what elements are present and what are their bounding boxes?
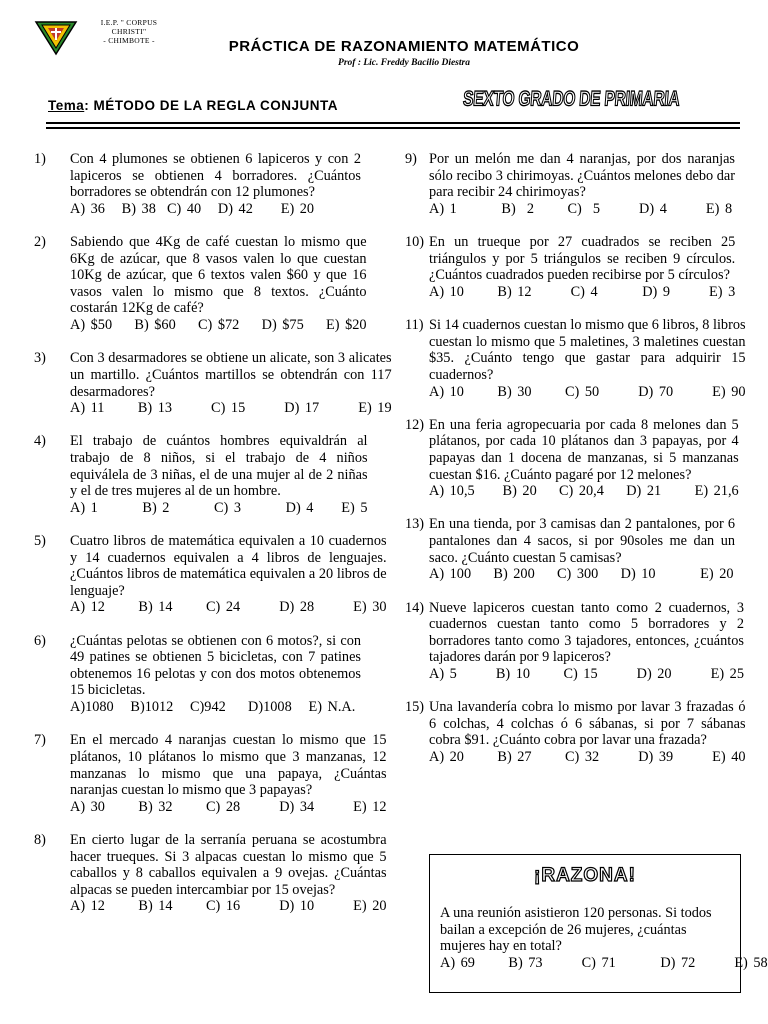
question-body <box>429 699 746 765</box>
school-name-line2: - CHIMBOTE - <box>103 36 155 45</box>
question-text: En una feria agropecuaria por cada 8 melones dan 5 plátanos, por cada 10 plátanos dan 3 papayas, por 4 papayas dan 1 docena de manzanas, si 5 manzanas cuestan $16. ¿Cuánto pagaré por 12 melones? <box>429 416 739 483</box>
razona-box <box>429 854 768 993</box>
question-text: En cierto lugar de la serranía peruana se acostumbra hacer trueques. Si 3 alpacas cuestan lo mismo que 5 caballos y 8 caballos equivalen a 9 ovejas. ¿Cuántas alpacas se pueden intercambiar por 15 ovejas? <box>70 832 387 898</box>
question-number: 13) <box>405 516 425 533</box>
question-body <box>70 234 367 334</box>
question-body <box>70 533 387 616</box>
topic-value: : MÉTODO DE LA REGLA CONJUNTA <box>84 98 339 113</box>
header-divider <box>46 122 740 124</box>
question-text: El trabajo de cuántos hombres equivaldrán al trabajo de 8 niños, si el trabajo de 4 niños equiválela de 3 niñas, el de una mujer al de 2 niñas y el de tres mujeres al de un hombre. <box>70 433 368 500</box>
question-body <box>70 433 368 516</box>
school-name-line1: I.E.P. " CORPUS CHRISTI" <box>100 18 158 36</box>
question-item <box>405 516 735 582</box>
topic-line <box>48 98 338 113</box>
question-item <box>34 633 361 716</box>
question-number: 2) <box>34 234 46 251</box>
question-number: 10) <box>405 234 425 251</box>
answer-options: A) 12 B) 14 C) 24 D) 28 E) 30 <box>70 599 387 616</box>
answer-options: A) 5 B) 10 C) 15 D) 20 E) 25 <box>429 665 744 682</box>
question-text: Cuatro libros de matemática equivalen a 10 cuadernos y 14 cuadernos equivalen a 4 libros de lenguajes. ¿Cuántos libros de matemática equivalen a 20 libros de lenguaje? <box>70 533 387 599</box>
question-text: ¿Cuántas pelotas se obtienen con 6 motos?, si con 49 patines se obtienen 5 bicicletas, con 7 patines obtenemos 16 pelotas y con dos motos obtenemos 15 bicicletas. <box>70 632 361 699</box>
question-number: 5) <box>34 533 46 550</box>
question-text: Por un melón me dan 4 naranjas, por dos naranjas sólo recibo 3 chirimoyas. ¿Cuántos melones debo dar para recibir 24 chirimoyas? <box>429 151 735 201</box>
answer-options: A) 1 B) 2 C) 5 D) 4 E) 8 <box>429 200 733 217</box>
razona-problem <box>440 905 768 971</box>
question-body <box>429 317 746 400</box>
answer-options: A) $50 B) $60 C) $72 D) $75 E) $20 <box>70 317 367 334</box>
answer-options: A) 11 B) 13 C) 15 D) 17 E) 19 <box>70 400 392 417</box>
question-body <box>70 350 392 416</box>
question-number: 9) <box>405 151 417 167</box>
question-text: Si 14 cuadernos cuestan lo mismo que 6 libros, 8 libros cuestan lo mismo que 5 maletines, 3 maletines cuestan $35. ¿Cuánto tengo que gastar para adquirir 15 cuadernos? <box>429 317 746 383</box>
question-text: En un trueque por 27 cuadrados se reciben 25 triángulos y por 5 triángulos se reciben 9 círculos. ¿Cuántos cuadrados pueden recibirse por 5 círculos? <box>429 234 736 284</box>
question-item <box>405 234 735 300</box>
question-item <box>34 832 387 915</box>
question-body <box>429 417 739 500</box>
question-number: 1) <box>34 151 46 167</box>
question-body <box>429 234 735 300</box>
question-item <box>34 433 368 516</box>
teacher-name: Prof : Lic. Freddy Bacilio Diestra <box>338 58 470 68</box>
right-question-column <box>405 151 746 782</box>
question-body <box>70 732 387 815</box>
answer-options: A) 1 B) 2 C) 3 D) 4 E) 5 <box>70 499 368 516</box>
question-text: En el mercado 4 naranjas cuestan lo mismo que 15 plátanos, 10 plátanos lo mismo que 3 manzanas, 12 manzanas lo mismo que una papaya, ¿Cuántas naranjas cuestan lo mismo que 3 papayas? <box>70 732 387 799</box>
question-text: Con 4 plumones se obtienen 6 lapiceros y con 2 lapiceros se obtienen 4 borradores. ¿Cuántos borradores se obtendrán con 12 plumones? <box>70 151 361 201</box>
question-body <box>429 600 744 683</box>
answer-options: A) 10 B) 12 C) 4 D) 9 E) 3 <box>429 283 736 300</box>
question-item <box>405 599 744 683</box>
question-item <box>405 416 739 500</box>
question-item <box>405 317 746 400</box>
answer-options: A) 10,5 B) 20 C) 20,4 D) 21 E) 21,6 <box>429 483 739 500</box>
page-title: PRÁCTICA DE RAZONAMIENTO MATEMÁTICO <box>228 38 580 55</box>
question-body <box>429 151 735 217</box>
question-number: 3) <box>34 350 46 367</box>
question-text: En una tienda, por 3 camisas dan 2 pantalones, por 6 pantalones dan 4 sacos, si por 90soles me dan un saco. ¿Cuánto cuestan 5 camisas? <box>429 516 735 566</box>
question-number: 12) <box>405 416 425 433</box>
question-body <box>70 633 361 716</box>
question-item <box>34 151 361 217</box>
question-number: 15) <box>405 699 425 716</box>
header-divider-second <box>46 127 740 129</box>
left-question-column <box>34 151 392 932</box>
question-body <box>70 151 361 217</box>
question-item <box>405 699 746 765</box>
question-item <box>34 350 392 417</box>
razona-heading: ¡RAZONA! <box>534 865 636 886</box>
answer-options: A) 100 B) 200 C) 300 D) 10 E) 20 <box>429 566 734 583</box>
question-number: 7) <box>34 732 46 749</box>
question-number: 11) <box>405 317 424 334</box>
question-number: 6) <box>34 632 46 649</box>
question-number: 8) <box>34 832 46 848</box>
razona-text: A una reunión asistieron 120 personas. Si todos bailan a excepción de 26 mujeres, ¿cuántas mujeres hay en total? <box>440 905 712 955</box>
question-item <box>405 151 735 217</box>
question-number: 14) <box>405 599 425 616</box>
question-body <box>429 516 735 582</box>
question-text: Sabiendo que 4Kg de café cuestan lo mismo que 6Kg de azúcar, que 8 vasos valen lo que cuestan 10Kg de azúcar, que 6 textos valen $60 y que 16 vasos valen lo mismo que 8 textos. ¿Cuánto costarán 12Kg de café? <box>70 234 367 317</box>
question-item <box>34 533 387 616</box>
question-text: Nueve lapiceros cuestan tanto como 2 cuadernos, 3 cuadernos cuestan tanto como 5 borradores y 2 borradores tanto como 3 tajadores, entonces, ¿cuántos tajadores darán por 9 lapiceros? <box>429 599 744 666</box>
question-number: 4) <box>34 433 46 450</box>
answer-options: A) 12 B) 14 C) 16 D) 10 E) 20 <box>70 898 387 915</box>
answer-options: A)1080 B)1012 C)942 D)1008 E) N.A. <box>70 699 356 716</box>
answer-options: A) 30 B) 32 C) 28 D) 34 E) 12 <box>70 798 387 815</box>
razona-options: A) 69 B) 73 C) 71 D) 72 E) 58 <box>440 954 768 971</box>
topic-label: Tema <box>48 98 85 113</box>
question-text: Con 3 desarmadores se obtiene un alicate, son 3 alicates un martillo. ¿Cuántos martillos se obtendrán con 117 desarmadores? <box>70 350 392 400</box>
question-item <box>34 234 367 334</box>
question-text: Una lavandería cobra lo mismo por lavar 3 frazadas ó 6 colchas, 4 colchas ó 6 sábanas, si por 7 sábanas cobra $91. ¿Cuánto cobra por lavar una frazada? <box>429 699 746 749</box>
grade-banner: SEXTO GRADO DE PRIMARIA <box>462 88 681 111</box>
answer-options: A) 36 B) 38 C) 40 D) 42 E) 20 <box>70 200 315 217</box>
answer-options: A) 10 B) 30 C) 50 D) 70 E) 90 <box>429 383 746 400</box>
question-item <box>34 732 387 815</box>
answer-options: A) 20 B) 27 C) 32 D) 39 E) 40 <box>429 748 746 765</box>
question-body <box>70 832 387 915</box>
